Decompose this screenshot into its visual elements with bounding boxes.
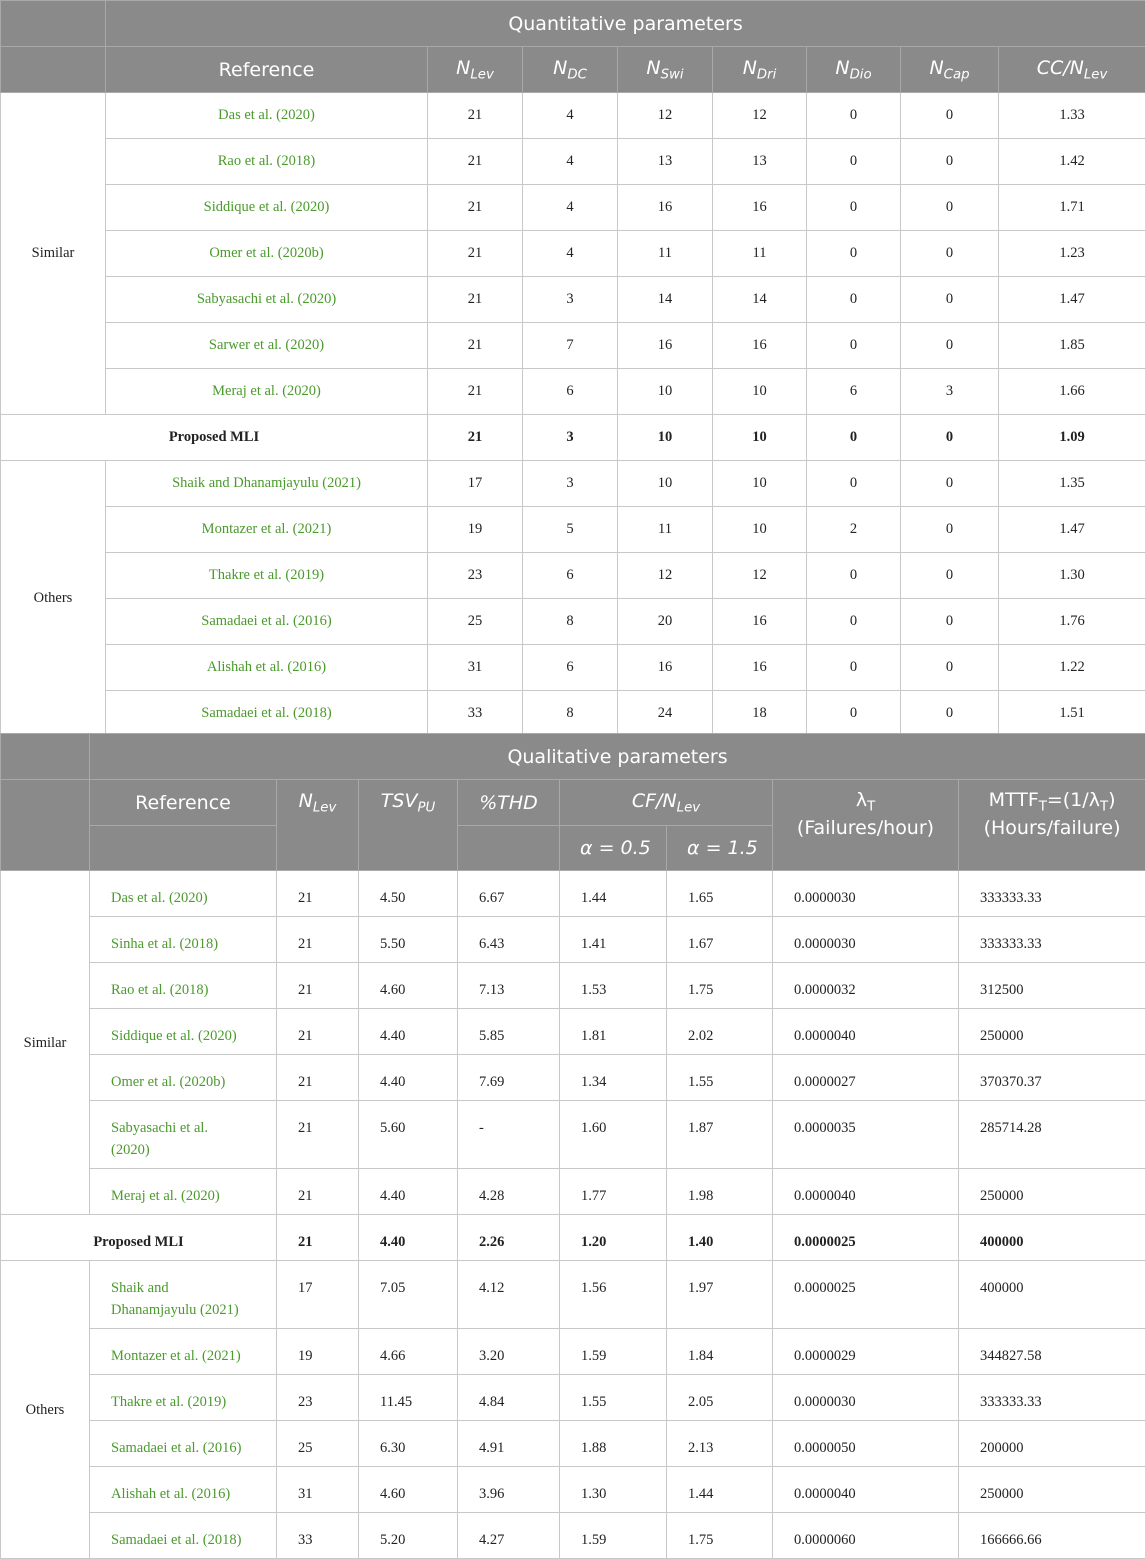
cell-ndc: 4 <box>523 93 618 139</box>
cell-lambda: 0.0000025 <box>773 1215 959 1261</box>
table-row <box>1 369 1145 415</box>
reference-link[interactable]: Siddique et al. (2020) <box>106 185 428 231</box>
cell-nswi: 16 <box>618 645 713 691</box>
cell-ndri: 13 <box>713 139 807 185</box>
cell-nlev: 19 <box>277 1329 359 1375</box>
cell-ncap: 0 <box>901 553 999 599</box>
cell-nlev: 21 <box>428 185 523 231</box>
cell-lambda: 0.0000027 <box>773 1055 959 1101</box>
cell-nlev: 21 <box>277 871 359 917</box>
header-corner <box>1 734 90 780</box>
cell-tsv: 4.40 <box>359 1055 458 1101</box>
table-row <box>1 231 1145 277</box>
cell-cf1: 1.60 <box>560 1101 667 1169</box>
col-reference-sub <box>90 826 277 871</box>
cell-ndc: 6 <box>523 645 618 691</box>
cell-cc: 1.85 <box>999 323 1145 369</box>
cell-ndri: 10 <box>713 415 807 461</box>
reference-link[interactable] <box>90 1513 277 1559</box>
reference-line-1: Siddique et al. (2020) <box>111 1028 237 1044</box>
proposed-label: Proposed MLI <box>1 1215 277 1261</box>
table-row <box>1 1101 1145 1169</box>
cell-ndio: 0 <box>807 415 901 461</box>
cell-nlev: 21 <box>428 369 523 415</box>
cell-nswi: 10 <box>618 461 713 507</box>
cell-ndio: 0 <box>807 553 901 599</box>
cell-thd: 7.69 <box>458 1055 560 1101</box>
col-nlev: $N_{Lev}$ <box>428 47 523 93</box>
col-nlev: $N_{Lev}$ <box>277 780 359 871</box>
cell-ncap: 0 <box>901 93 999 139</box>
cell-ndri: 14 <box>713 277 807 323</box>
cell-mttf: 400000 <box>959 1261 1145 1329</box>
cell-ndri: 12 <box>713 93 807 139</box>
cell-nlev: 21 <box>428 323 523 369</box>
col-alpha-05: α = 0.5 <box>560 826 667 871</box>
cell-ndc: 3 <box>523 415 618 461</box>
cell-cc: 1.47 <box>999 277 1145 323</box>
table-row <box>1 323 1145 369</box>
cell-cc: 1.71 <box>999 185 1145 231</box>
cell-nlev: 21 <box>428 277 523 323</box>
cell-mttf: 200000 <box>959 1421 1145 1467</box>
cell-cf2: 2.05 <box>667 1375 773 1421</box>
cell-ndc: 6 <box>523 553 618 599</box>
col-tsv: $TSV_{PU}$ <box>359 780 458 871</box>
col-mttf: $MTTF_T=(1/\lambda_T)$ (Hours/failure) <box>959 780 1145 871</box>
cell-nlev: 21 <box>428 93 523 139</box>
cell-ndri: 10 <box>713 369 807 415</box>
cell-nlev: 21 <box>277 1169 359 1215</box>
cell-tsv: 4.40 <box>359 1009 458 1055</box>
cell-nswi: 16 <box>618 185 713 231</box>
cell-ndri: 12 <box>713 553 807 599</box>
cell-tsv: 6.30 <box>359 1421 458 1467</box>
proposed-row <box>1 1215 1145 1261</box>
table-row <box>1 1055 1145 1101</box>
cell-lambda: 0.0000035 <box>773 1101 959 1169</box>
cell-mttf: 400000 <box>959 1215 1145 1261</box>
cell-nlev: 21 <box>428 415 523 461</box>
cell-ncap: 0 <box>901 277 999 323</box>
cell-tsv: 5.20 <box>359 1513 458 1559</box>
cell-ndri: 16 <box>713 599 807 645</box>
cell-tsv: 4.66 <box>359 1329 458 1375</box>
proposed-label: Proposed MLI <box>1 415 428 461</box>
cell-nlev: 21 <box>277 1101 359 1169</box>
cell-ndc: 4 <box>523 139 618 185</box>
reference-line-1: Samadaei et al. (2016) <box>111 1440 241 1456</box>
cell-ndc: 3 <box>523 461 618 507</box>
cell-mttf: 333333.33 <box>959 871 1145 917</box>
table-row <box>1 277 1145 323</box>
table-row <box>1 1329 1145 1375</box>
cell-ndc: 8 <box>523 691 618 737</box>
cell-cf1: 1.81 <box>560 1009 667 1055</box>
cell-mttf: 333333.33 <box>959 1375 1145 1421</box>
cell-nswi: 12 <box>618 553 713 599</box>
cell-cf2: 1.40 <box>667 1215 773 1261</box>
reference-link[interactable]: Thakre et al. (2019) <box>106 553 428 599</box>
cell-cc: 1.09 <box>999 415 1145 461</box>
cell-lambda: 0.0000040 <box>773 1009 959 1055</box>
cell-lambda: 0.0000040 <box>773 1169 959 1215</box>
reference-link[interactable] <box>90 1421 277 1467</box>
cell-tsv: 4.40 <box>359 1215 458 1261</box>
cell-cf2: 1.65 <box>667 871 773 917</box>
cell-tsv: 5.60 <box>359 1101 458 1169</box>
cell-nlev: 31 <box>277 1467 359 1513</box>
table-row <box>1 871 1145 917</box>
cell-thd: 7.13 <box>458 963 560 1009</box>
cell-nswi: 11 <box>618 231 713 277</box>
cell-ncap: 0 <box>901 231 999 277</box>
cell-nlev: 21 <box>428 139 523 185</box>
cell-cc: 1.47 <box>999 507 1145 553</box>
cell-nlev: 19 <box>428 507 523 553</box>
cell-nswi: 10 <box>618 415 713 461</box>
quantitative-table <box>0 0 1145 737</box>
cell-lambda: 0.0000030 <box>773 1375 959 1421</box>
cell-cf2: 1.75 <box>667 963 773 1009</box>
reference-link[interactable]: Alishah et al. (2016) <box>106 645 428 691</box>
cell-lambda: 0.0000030 <box>773 871 959 917</box>
cell-thd: 4.27 <box>458 1513 560 1559</box>
reference-link[interactable]: Das et al. (2020) <box>106 93 428 139</box>
cell-mttf: 370370.37 <box>959 1055 1145 1101</box>
reference-link[interactable]: Rao et al. (2018) <box>106 139 428 185</box>
cell-ndio: 2 <box>807 507 901 553</box>
cell-cf1: 1.59 <box>560 1329 667 1375</box>
cell-cf1: 1.20 <box>560 1215 667 1261</box>
reference-line-1: Thakre et al. (2019) <box>111 1394 226 1410</box>
reference-link[interactable] <box>90 1467 277 1513</box>
cell-thd: 4.84 <box>458 1375 560 1421</box>
reference-line-1: Meraj et al. (2020) <box>111 1188 220 1204</box>
cell-thd: 4.91 <box>458 1421 560 1467</box>
reference-line-1: Sabyasachi et al. <box>111 1120 208 1136</box>
cell-thd: 3.96 <box>458 1467 560 1513</box>
cell-lambda: 0.0000029 <box>773 1329 959 1375</box>
cell-cf1: 1.56 <box>560 1261 667 1329</box>
cell-thd: 2.26 <box>458 1215 560 1261</box>
cell-cf1: 1.88 <box>560 1421 667 1467</box>
col-ndri: $N_{Dri}$ <box>713 47 807 93</box>
reference-link[interactable]: Sarwer et al. (2020) <box>106 323 428 369</box>
col-nswi: $N_{Swi}$ <box>618 47 713 93</box>
reference-link[interactable] <box>90 963 277 1009</box>
reference-link[interactable]: Meraj et al. (2020) <box>106 369 428 415</box>
cell-cf1: 1.34 <box>560 1055 667 1101</box>
reference-link[interactable] <box>90 917 277 963</box>
reference-line-1: Shaik and <box>111 1280 169 1296</box>
table-row <box>1 507 1145 553</box>
cell-nswi: 13 <box>618 139 713 185</box>
header-corner <box>1 780 90 871</box>
cell-nlev: 17 <box>277 1261 359 1329</box>
cell-ncap: 0 <box>901 139 999 185</box>
table-row <box>1 1375 1145 1421</box>
group-label-others: Others <box>1 461 106 737</box>
cell-ndio: 0 <box>807 599 901 645</box>
table-row <box>1 553 1145 599</box>
group-label-similar: Similar <box>1 93 106 415</box>
cell-tsv: 5.50 <box>359 917 458 963</box>
table-row <box>1 917 1145 963</box>
cell-cc: 1.35 <box>999 461 1145 507</box>
cell-mttf: 250000 <box>959 1467 1145 1513</box>
cell-ndri: 10 <box>713 507 807 553</box>
cell-lambda: 0.0000050 <box>773 1421 959 1467</box>
cell-mttf: 166666.66 <box>959 1513 1145 1559</box>
quantitative-title: Quantitative parameters <box>106 1 1145 47</box>
cell-mttf: 344827.58 <box>959 1329 1145 1375</box>
header-corner <box>1 47 106 93</box>
table-row <box>1 599 1145 645</box>
reference-line-1: Montazer et al. (2021) <box>111 1348 241 1364</box>
cell-thd: 4.28 <box>458 1169 560 1215</box>
cell-cf1: 1.77 <box>560 1169 667 1215</box>
cell-nlev: 25 <box>277 1421 359 1467</box>
reference-link[interactable]: Montazer et al. (2021) <box>106 507 428 553</box>
cell-cf2: 1.87 <box>667 1101 773 1169</box>
cell-ncap: 0 <box>901 645 999 691</box>
cell-ndri: 10 <box>713 461 807 507</box>
cell-ncap: 0 <box>901 323 999 369</box>
cell-nlev: 23 <box>428 553 523 599</box>
reference-link[interactable]: Samadaei et al. (2016) <box>106 599 428 645</box>
cell-thd: 3.20 <box>458 1329 560 1375</box>
reference-link[interactable] <box>90 1055 277 1101</box>
cell-ncap: 0 <box>901 185 999 231</box>
cell-tsv: 4.60 <box>359 963 458 1009</box>
cell-ncap: 0 <box>901 415 999 461</box>
cell-mttf: 312500 <box>959 963 1145 1009</box>
cell-cc: 1.51 <box>999 691 1145 737</box>
cell-ndio: 0 <box>807 185 901 231</box>
cell-ndri: 18 <box>713 691 807 737</box>
cell-cc: 1.22 <box>999 645 1145 691</box>
table-row <box>1 1261 1145 1329</box>
reference-line-1: Das et al. (2020) <box>111 890 208 906</box>
cell-ndio: 0 <box>807 645 901 691</box>
cell-thd: 5.85 <box>458 1009 560 1055</box>
col-ndio: $N_{Dio}$ <box>807 47 901 93</box>
cell-mttf: 333333.33 <box>959 917 1145 963</box>
cell-tsv: 4.50 <box>359 871 458 917</box>
table-row <box>1 1513 1145 1559</box>
cell-cf1: 1.59 <box>560 1513 667 1559</box>
cell-cc: 1.42 <box>999 139 1145 185</box>
reference-line-2: (2020) <box>111 1142 150 1158</box>
cell-ndio: 0 <box>807 461 901 507</box>
proposed-row <box>1 415 1145 461</box>
cell-ndc: 7 <box>523 323 618 369</box>
cell-ndio: 0 <box>807 139 901 185</box>
cell-cf2: 1.97 <box>667 1261 773 1329</box>
col-reference: Reference <box>106 47 428 93</box>
cell-cf2: 2.13 <box>667 1421 773 1467</box>
reference-link[interactable]: Samadaei et al. (2018) <box>106 691 428 737</box>
cell-nswi: 10 <box>618 369 713 415</box>
cell-ncap: 3 <box>901 369 999 415</box>
cell-ndri: 16 <box>713 323 807 369</box>
cell-cf2: 1.98 <box>667 1169 773 1215</box>
cell-ncap: 0 <box>901 691 999 737</box>
table-row <box>1 93 1145 139</box>
cell-nswi: 20 <box>618 599 713 645</box>
cell-nswi: 12 <box>618 93 713 139</box>
cell-cf1: 1.41 <box>560 917 667 963</box>
cell-thd: 6.43 <box>458 917 560 963</box>
cell-mttf: 285714.28 <box>959 1101 1145 1169</box>
cell-cc: 1.30 <box>999 553 1145 599</box>
cell-cf2: 1.75 <box>667 1513 773 1559</box>
cell-lambda: 0.0000060 <box>773 1513 959 1559</box>
table-row <box>1 1421 1145 1467</box>
cell-cf1: 1.44 <box>560 871 667 917</box>
cell-nlev: 23 <box>277 1375 359 1421</box>
col-thd: %THD <box>458 780 560 826</box>
reference-link[interactable]: Sabyasachi et al. (2020) <box>106 277 428 323</box>
reference-line-1: Samadaei et al. (2018) <box>111 1532 241 1548</box>
cell-cf1: 1.30 <box>560 1467 667 1513</box>
qualitative-table <box>0 733 1145 1559</box>
col-cc: $CC/N_{Lev}$ <box>999 47 1145 93</box>
cell-ndc: 8 <box>523 599 618 645</box>
cell-mttf: 250000 <box>959 1009 1145 1055</box>
cell-ncap: 0 <box>901 599 999 645</box>
cell-tsv: 11.45 <box>359 1375 458 1421</box>
table-row <box>1 645 1145 691</box>
qualitative-title: Qualitative parameters <box>90 734 1145 780</box>
col-cf: $CF/N_{Lev}$ <box>560 780 773 826</box>
cell-ndc: 4 <box>523 185 618 231</box>
cell-nlev: 33 <box>428 691 523 737</box>
col-reference: Reference <box>90 780 277 826</box>
cell-lambda: 0.0000025 <box>773 1261 959 1329</box>
cell-nlev: 33 <box>277 1513 359 1559</box>
cell-lambda: 0.0000032 <box>773 963 959 1009</box>
header-corner <box>1 1 106 47</box>
cell-cf2: 1.55 <box>667 1055 773 1101</box>
reference-line-1: Rao et al. (2018) <box>111 982 208 998</box>
cell-nswi: 11 <box>618 507 713 553</box>
reference-link[interactable] <box>90 1375 277 1421</box>
col-ncap: $N_{Cap}$ <box>901 47 999 93</box>
reference-link[interactable]: Shaik and Dhanamjayulu (2021) <box>106 461 428 507</box>
cell-thd: 4.12 <box>458 1261 560 1329</box>
cell-nlev: 21 <box>428 231 523 277</box>
table-row <box>1 963 1145 1009</box>
cell-ndc: 4 <box>523 231 618 277</box>
cell-ndio: 6 <box>807 369 901 415</box>
reference-link[interactable] <box>90 1101 277 1169</box>
col-alpha-15: α = 1.5 <box>667 826 773 871</box>
cell-cc: 1.23 <box>999 231 1145 277</box>
cell-lambda: 0.0000030 <box>773 917 959 963</box>
cell-tsv: 4.60 <box>359 1467 458 1513</box>
reference-link[interactable]: Omer et al. (2020b) <box>106 231 428 277</box>
cell-tsv: 4.40 <box>359 1169 458 1215</box>
cell-cc: 1.66 <box>999 369 1145 415</box>
reference-link[interactable] <box>90 1261 277 1329</box>
reference-link[interactable] <box>90 1009 277 1055</box>
cell-ndio: 0 <box>807 231 901 277</box>
cell-cc: 1.76 <box>999 599 1145 645</box>
group-label-similar: Similar <box>1 871 90 1215</box>
cell-lambda: 0.0000040 <box>773 1467 959 1513</box>
cell-nlev: 21 <box>277 963 359 1009</box>
col-ndc: $N_{DC}$ <box>523 47 618 93</box>
cell-mttf: 250000 <box>959 1169 1145 1215</box>
cell-cf2: 2.02 <box>667 1009 773 1055</box>
cell-thd: - <box>458 1101 560 1169</box>
table-row <box>1 461 1145 507</box>
cell-ndri: 11 <box>713 231 807 277</box>
table-row <box>1 185 1145 231</box>
cell-nlev: 21 <box>277 1009 359 1055</box>
cell-ndio: 0 <box>807 277 901 323</box>
cell-nswi: 14 <box>618 277 713 323</box>
cell-cf2: 1.84 <box>667 1329 773 1375</box>
cell-nlev: 31 <box>428 645 523 691</box>
cell-ndio: 0 <box>807 323 901 369</box>
group-label-others: Others <box>1 1261 90 1559</box>
table-row <box>1 1009 1145 1055</box>
reference-link[interactable] <box>90 1169 277 1215</box>
cell-ndc: 3 <box>523 277 618 323</box>
cell-ncap: 0 <box>901 507 999 553</box>
cell-nlev: 25 <box>428 599 523 645</box>
cell-cf1: 1.55 <box>560 1375 667 1421</box>
cell-ndri: 16 <box>713 185 807 231</box>
reference-line-1: Sinha et al. (2018) <box>111 936 218 952</box>
cell-ndri: 16 <box>713 645 807 691</box>
cell-ndio: 0 <box>807 93 901 139</box>
cell-ndc: 5 <box>523 507 618 553</box>
cell-cc: 1.33 <box>999 93 1145 139</box>
table-row <box>1 1169 1145 1215</box>
table-row <box>1 691 1145 737</box>
reference-line-1: Omer et al. (2020b) <box>111 1074 225 1090</box>
table-row <box>1 139 1145 185</box>
cell-nlev: 21 <box>277 917 359 963</box>
col-lambda: $\lambda_T$ (Failures/hour) <box>773 780 959 871</box>
reference-link[interactable] <box>90 871 277 917</box>
cell-tsv: 7.05 <box>359 1261 458 1329</box>
cell-nlev: 17 <box>428 461 523 507</box>
cell-cf2: 1.67 <box>667 917 773 963</box>
reference-link[interactable] <box>90 1329 277 1375</box>
cell-nlev: 21 <box>277 1055 359 1101</box>
cell-ncap: 0 <box>901 461 999 507</box>
cell-nswi: 16 <box>618 323 713 369</box>
cell-thd: 6.67 <box>458 871 560 917</box>
col-thd-sub <box>458 826 560 871</box>
table-row <box>1 1467 1145 1513</box>
cell-cf1: 1.53 <box>560 963 667 1009</box>
cell-ndio: 0 <box>807 691 901 737</box>
cell-cf2: 1.44 <box>667 1467 773 1513</box>
cell-nswi: 24 <box>618 691 713 737</box>
reference-line-1: Alishah et al. (2016) <box>111 1486 230 1502</box>
cell-ndc: 6 <box>523 369 618 415</box>
cell-nlev: 21 <box>277 1215 359 1261</box>
reference-line-2: Dhanamjayulu (2021) <box>111 1302 239 1318</box>
